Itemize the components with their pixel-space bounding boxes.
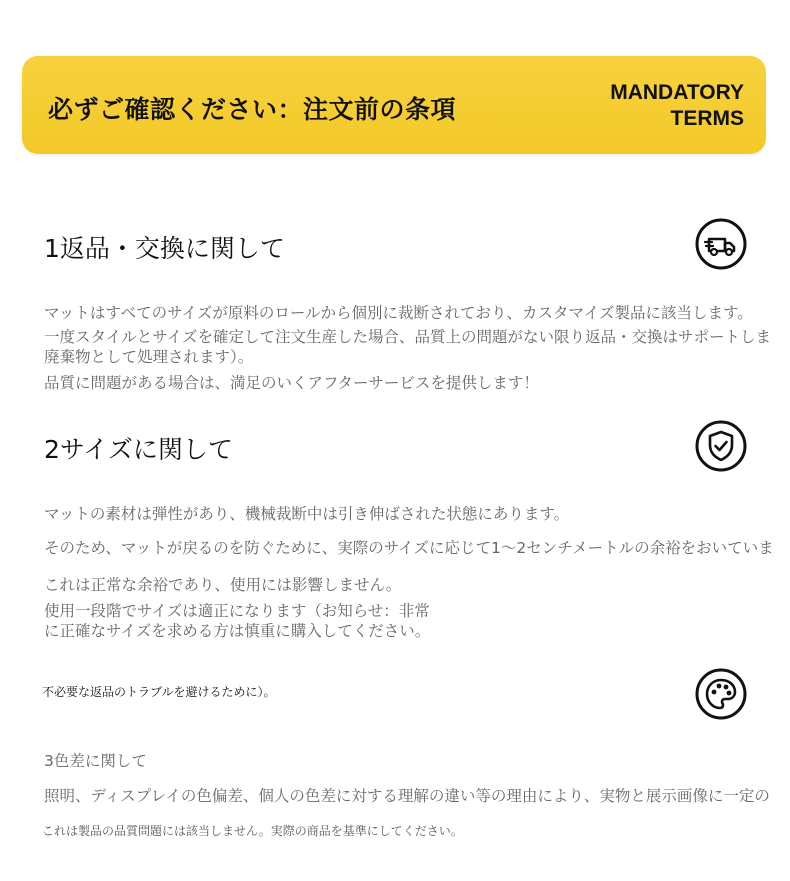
section-2-line-3: これは正常な余裕であり、使用には影響しません。 (44, 576, 402, 594)
section-2-line-4: 使用一段階でサイズは適正になります（お知らせ：非常 (44, 602, 430, 620)
section-3-line-2: これは製品の品質問題には該当しません。実際の商品を基準にしてください。 (42, 824, 463, 838)
banner-title: 必ずご確認ください：注文前の条項 (48, 95, 457, 124)
terms-banner (22, 56, 766, 154)
section-3-heading: 3色差に関して (44, 752, 147, 770)
section-1-line-2: 一度スタイルとサイズを確定して注文生産した場合、品質上の問題がない限り返品・交換はサポートしま (44, 328, 771, 346)
section-2-line-5: に正確なサイズを求める方は慎重に購入してください。 (44, 622, 431, 640)
banner-english-title (610, 80, 744, 132)
banner-english-line-1: MANDATORY (610, 81, 744, 104)
section-3-line-1: 照明、ディスプレイの色偏差、個人の色差に対する理解の違い等の理由により、実物と展示画像に一定の (44, 787, 770, 805)
section-1-line-4: 品質に問題がある場合は、満足のいくアフターサービスを提供します！ (44, 374, 539, 392)
shield-check-icon (695, 420, 747, 472)
section-2-line-6: 不必要な返品のトラブルを避けるために）。 (42, 685, 276, 699)
section-2-line-1: マットの素材は弾性があり、機械裁断中は引き伸ばされた状態にあります。 (44, 505, 570, 523)
section-1-line-1: マットはすべてのサイズが原料のロールから個別に裁断されており、カスタマイズ製品に該当します。 (44, 304, 753, 322)
delivery-truck-icon (695, 218, 747, 270)
palette-icon (695, 668, 747, 720)
section-1-heading: 1返品・交換に関して (44, 234, 285, 263)
section-2-line-2: そのため、マットが戻るのを防ぐために、実際のサイズに応じて1〜2センチメートルの余裕をおいていま (44, 539, 774, 557)
section-1-line-3: 廃棄物として処理されます）。 (44, 348, 254, 366)
banner-english-line-2: TERMS (670, 107, 744, 130)
section-2-heading: 2サイズに関して (44, 435, 233, 464)
